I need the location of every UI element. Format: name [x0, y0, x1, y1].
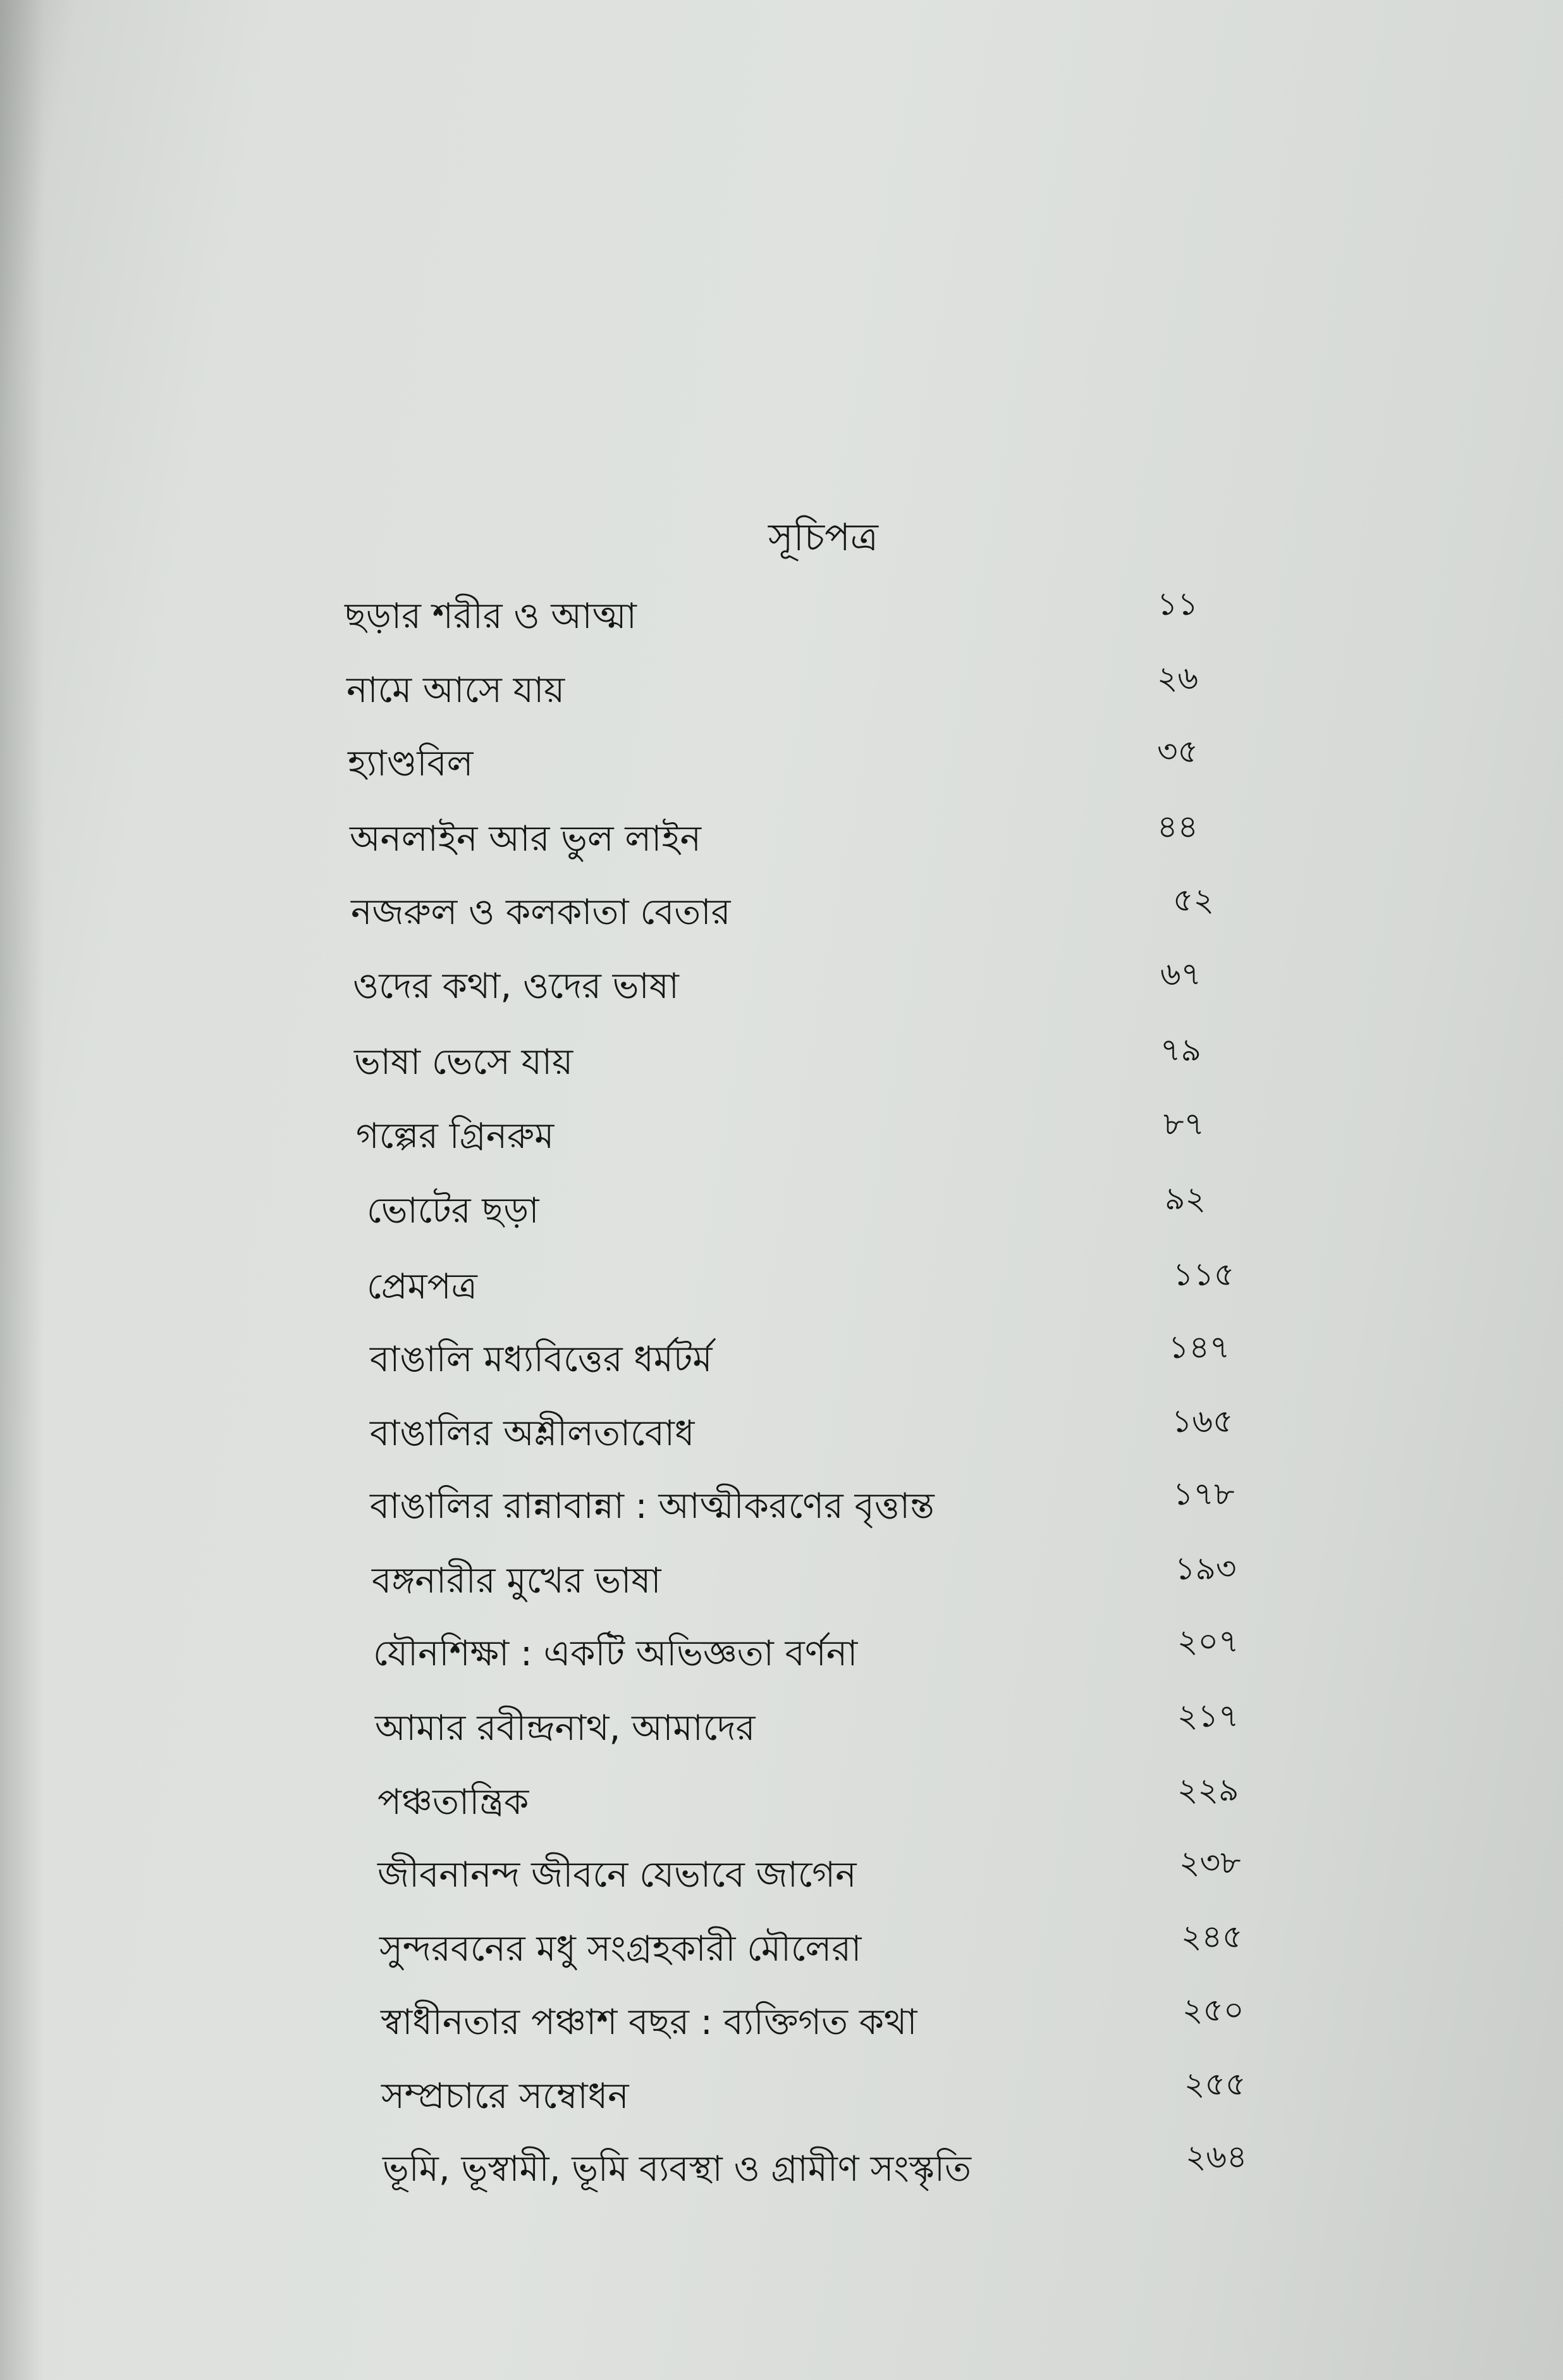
toc-entry-title: সুন্দরবনের মধু সংগ্রহকারী মৌলেরা — [379, 1928, 862, 1970]
toc-entry-title: নজরুল ও কলকাতা বেতার — [351, 892, 731, 933]
toc-entry-title: বাঙালি মধ্যবিত্তের ধর্মটর্ম — [370, 1339, 713, 1380]
toc-entry-page: ২৫৫ — [1184, 2066, 1246, 2102]
toc-entry-title: ভাষা ভেসে যায় — [354, 1042, 573, 1083]
toc-entry-page: ১৬৫ — [1172, 1403, 1234, 1440]
toc-entry-page: ২২৯ — [1177, 1772, 1239, 1808]
toc-entry-title: নামে আসে যায় — [346, 670, 565, 711]
toc-entry-title: ভোটের ছড়া — [367, 1190, 539, 1231]
toc-entry-page: ২৩৮ — [1179, 1844, 1241, 1881]
toc-entry-title: ভূমি, ভূস্বামী, ভূমি ব্যবস্থা ও গ্রামীণ সংস্কৃতি — [383, 2149, 971, 2190]
toc-entry-title: প্রেমপত্র — [367, 1266, 477, 1307]
toc-entry-page: ৬৭ — [1160, 956, 1202, 992]
toc-entry-page: ৫২ — [1173, 882, 1214, 918]
toc-entry-title: বাঙালির অশ্লীলতাবোধ — [370, 1413, 695, 1454]
toc-entry-title: অনলাইন আর ভুল লাইন — [350, 818, 701, 860]
toc-entry-title: যৌনশিক্ষা : একটি অভিজ্ঞতা বর্ণনা — [373, 1633, 858, 1674]
toc-entry-title: হ্যাণ্ডবিল — [348, 743, 474, 784]
toc-entry-page: ৮৭ — [1163, 1106, 1204, 1142]
toc-entry-title: বাঙালির রান্নাবান্না : আত্মীকরণের বৃত্তান্ত — [370, 1486, 935, 1527]
toc-entry-title: স্বাধীনতার পঞ্চাশ বছর : ব্যক্তিগত কথা — [381, 2002, 917, 2043]
toc-entry-title: গল্পের গ্রিনরুম — [356, 1116, 555, 1157]
toc-entry-page: ২১৭ — [1177, 1698, 1239, 1734]
toc-entry-title: আমার রবীন্দ্রনাথ, আমাদের — [375, 1708, 756, 1749]
toc-entry-title: ছড়ার শরীর ও আত্মা — [345, 596, 637, 637]
toc-entry-page: ১৯৩ — [1175, 1550, 1237, 1587]
toc-entry-title: সম্প্রচারে সম্বোধন — [381, 2076, 629, 2117]
toc-entry-page: ১১৫ — [1173, 1256, 1235, 1293]
toc-entry-title: জীবনানন্দ জীবনে যেভাবে জাগেন — [377, 1854, 857, 1896]
toc-entry-page: ১৪৭ — [1168, 1329, 1230, 1366]
toc-entry-page: ২৬৪ — [1186, 2138, 1247, 2175]
toc-entry-page: ৭৯ — [1160, 1032, 1201, 1068]
toc-entry-title: পঞ্চতান্ত্রিক — [377, 1782, 529, 1823]
toc-entry-page: ২০৭ — [1177, 1623, 1239, 1660]
toc-entry-page: ১১ — [1157, 586, 1198, 622]
toc-entry-page: ২৫০ — [1182, 1992, 1244, 2028]
toc-entry-title: ওদের কথা, ওদের ভাষা — [353, 966, 679, 1007]
toc-entry-page: ২৬ — [1157, 660, 1199, 696]
toc-entry-page: ৩৫ — [1157, 733, 1198, 770]
toc-entry-page: ৯২ — [1165, 1180, 1206, 1217]
contents-heading: সূচিপত্র — [768, 515, 878, 560]
toc-entry-page: ৪৪ — [1157, 808, 1198, 845]
toc-entry-title: বঙ্গনারীর মুখের ভাষা — [372, 1560, 661, 1601]
toc-entry-page: ২৪৫ — [1181, 1918, 1243, 1955]
toc-entry-page: ১৭৮ — [1173, 1476, 1235, 1512]
